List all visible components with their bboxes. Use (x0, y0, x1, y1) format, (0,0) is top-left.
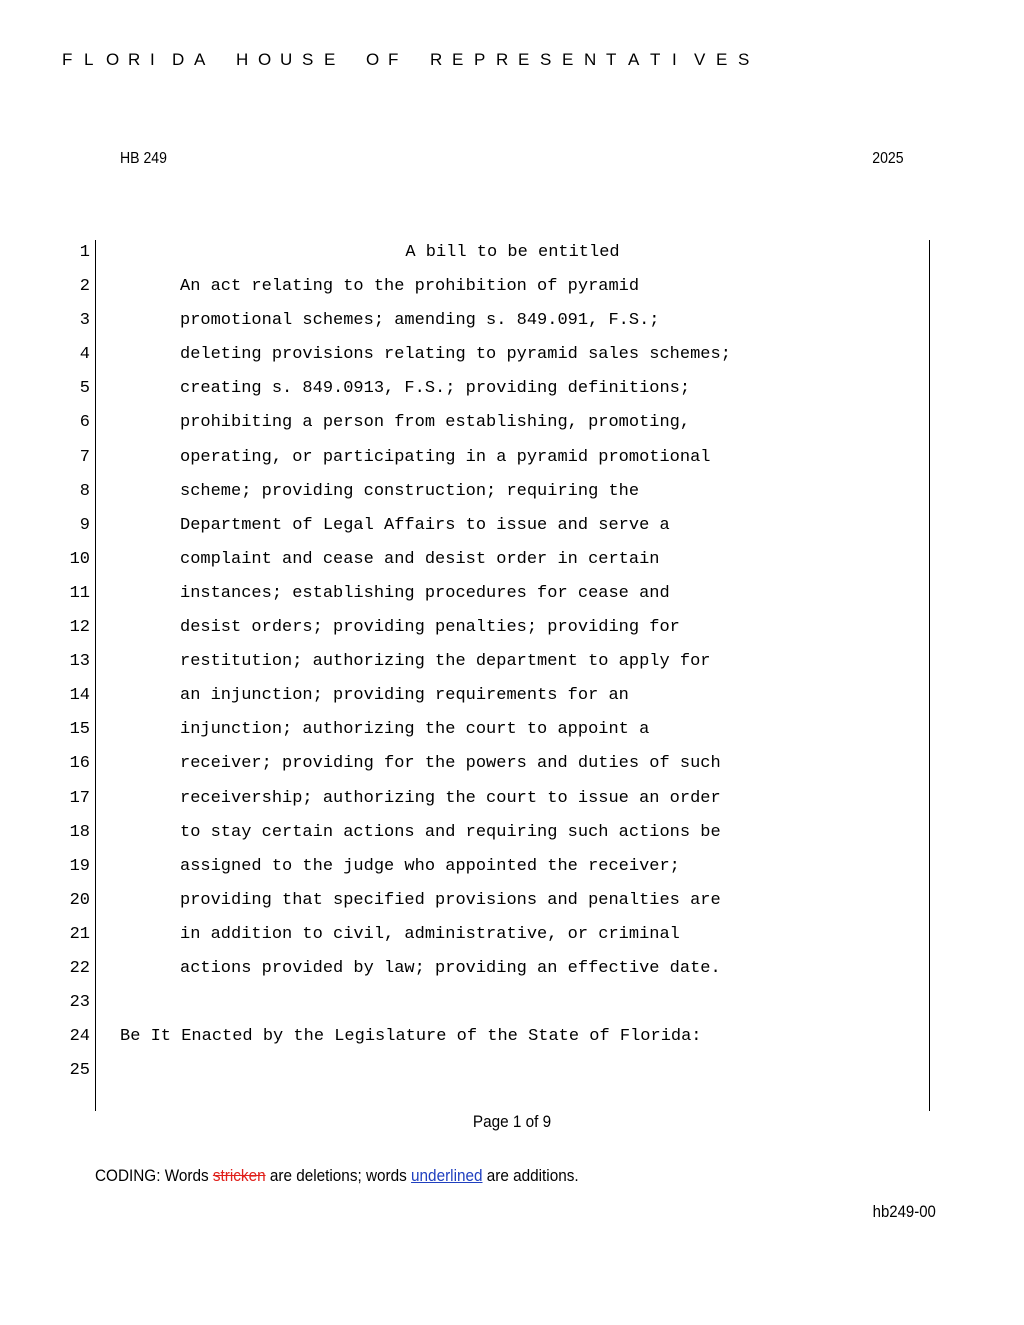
line-text: desist orders; providing penalties; providing for (180, 618, 680, 638)
bill-line (0, 372, 1024, 406)
line-text: operating, or participating in a pyramid promotional (180, 447, 711, 467)
file-code: hb249-00 (872, 1202, 936, 1221)
bill-line (0, 782, 1024, 816)
line-number: 16 (69, 754, 90, 774)
bill-year: 2025 (872, 150, 904, 167)
line-number: 4 (79, 345, 90, 365)
coding-stricken-sample: stricken (212, 1166, 266, 1185)
line-text: promotional schemes; amending s. 849.091, F.S.; (180, 311, 660, 331)
line-text: to stay certain actions and requiring such actions be (180, 822, 721, 842)
bill-line (0, 270, 1024, 304)
bill-text (0, 236, 1024, 1088)
line-number: 22 (69, 958, 90, 978)
bill-line (0, 509, 1024, 543)
masthead (62, 50, 982, 70)
line-text: instances; establishing procedures for cease and (180, 583, 670, 603)
bill-line (0, 304, 1024, 338)
line-text: receiver; providing for the powers and duties of such (180, 754, 721, 774)
line-text: restitution; authorizing the department to apply for (180, 652, 711, 672)
line-text: Department of Legal Affairs to issue and serve a (180, 515, 670, 535)
line-text: receivership; authorizing the court to issue an order (180, 788, 721, 808)
line-number: 13 (69, 652, 90, 672)
line-number: 20 (69, 890, 90, 910)
line-text: in addition to civil, administrative, or criminal (180, 924, 680, 944)
bill-line (0, 986, 1024, 1020)
line-number: 9 (79, 515, 90, 535)
line-text: scheme; providing construction; requiring the (180, 481, 640, 501)
bill-line (0, 747, 1024, 781)
bill-line (0, 1020, 1024, 1054)
line-number: 24 (69, 1027, 90, 1047)
line-number: 21 (69, 924, 90, 944)
bill-line (0, 475, 1024, 509)
line-number: 5 (79, 379, 90, 399)
bill-line (0, 850, 1024, 884)
line-text: creating s. 849.0913, F.S.; providing definitions; (180, 379, 691, 399)
line-number: 18 (69, 822, 90, 842)
line-text: providing that specified provisions and penalties are (180, 890, 721, 910)
bill-id: HB 249 (120, 150, 167, 167)
bill-line (0, 645, 1024, 679)
bill-line (0, 1054, 1024, 1088)
bill-line (0, 338, 1024, 372)
line-number: 17 (69, 788, 90, 808)
line-text: deleting provisions relating to pyramid sales schemes; (180, 345, 731, 365)
masthead-text: F L O R I D A H O U S E O F R E P R E S E N T A T I V E S (62, 50, 750, 69)
line-text: actions provided by law; providing an effective date. (180, 958, 721, 978)
bill-line (0, 236, 1024, 270)
line-number: 10 (69, 549, 90, 569)
coding-suffix: are additions. (482, 1166, 579, 1185)
bill-line (0, 884, 1024, 918)
line-number: 14 (69, 686, 90, 706)
line-number: 11 (69, 583, 90, 603)
bill-line (0, 441, 1024, 475)
line-number: 12 (69, 618, 90, 638)
line-text: A bill to be entitled (405, 243, 620, 262)
line-text: complaint and cease and desist order in certain (180, 549, 660, 569)
coding-middle: are deletions; words (265, 1166, 412, 1185)
line-text: injunction; authorizing the court to appoint a (180, 720, 650, 740)
line-number: 1 (79, 243, 90, 262)
line-number: 15 (69, 720, 90, 740)
line-number: 2 (79, 277, 90, 297)
bill-line (0, 713, 1024, 747)
coding-prefix: CODING: Words (95, 1166, 213, 1185)
line-number: 7 (79, 447, 90, 467)
bill-line (0, 952, 1024, 986)
bill-line (0, 816, 1024, 850)
line-number: 8 (79, 481, 90, 501)
line-text: an injunction; providing requirements for an (180, 686, 629, 706)
bill-line (0, 611, 1024, 645)
line-text: assigned to the judge who appointed the receiver; (180, 856, 680, 876)
coding-legend (95, 1166, 579, 1186)
bill-line (0, 679, 1024, 713)
bill-line (0, 577, 1024, 611)
line-text: Be It Enacted by the Legislature of the State of Florida: (120, 1027, 702, 1047)
page-number: Page 1 of 9 (472, 1112, 552, 1131)
bill-line (0, 918, 1024, 952)
line-text: An act relating to the prohibition of pyramid (180, 277, 640, 297)
line-number: 6 (79, 413, 90, 433)
line-number: 25 (69, 1061, 90, 1081)
bill-line (0, 406, 1024, 440)
line-number: 23 (69, 993, 90, 1013)
line-number: 19 (69, 856, 90, 876)
line-number: 3 (79, 311, 90, 331)
line-text: prohibiting a person from establishing, promoting, (180, 413, 691, 433)
bill-line (0, 543, 1024, 577)
coding-underlined-sample: underlined (411, 1166, 483, 1185)
